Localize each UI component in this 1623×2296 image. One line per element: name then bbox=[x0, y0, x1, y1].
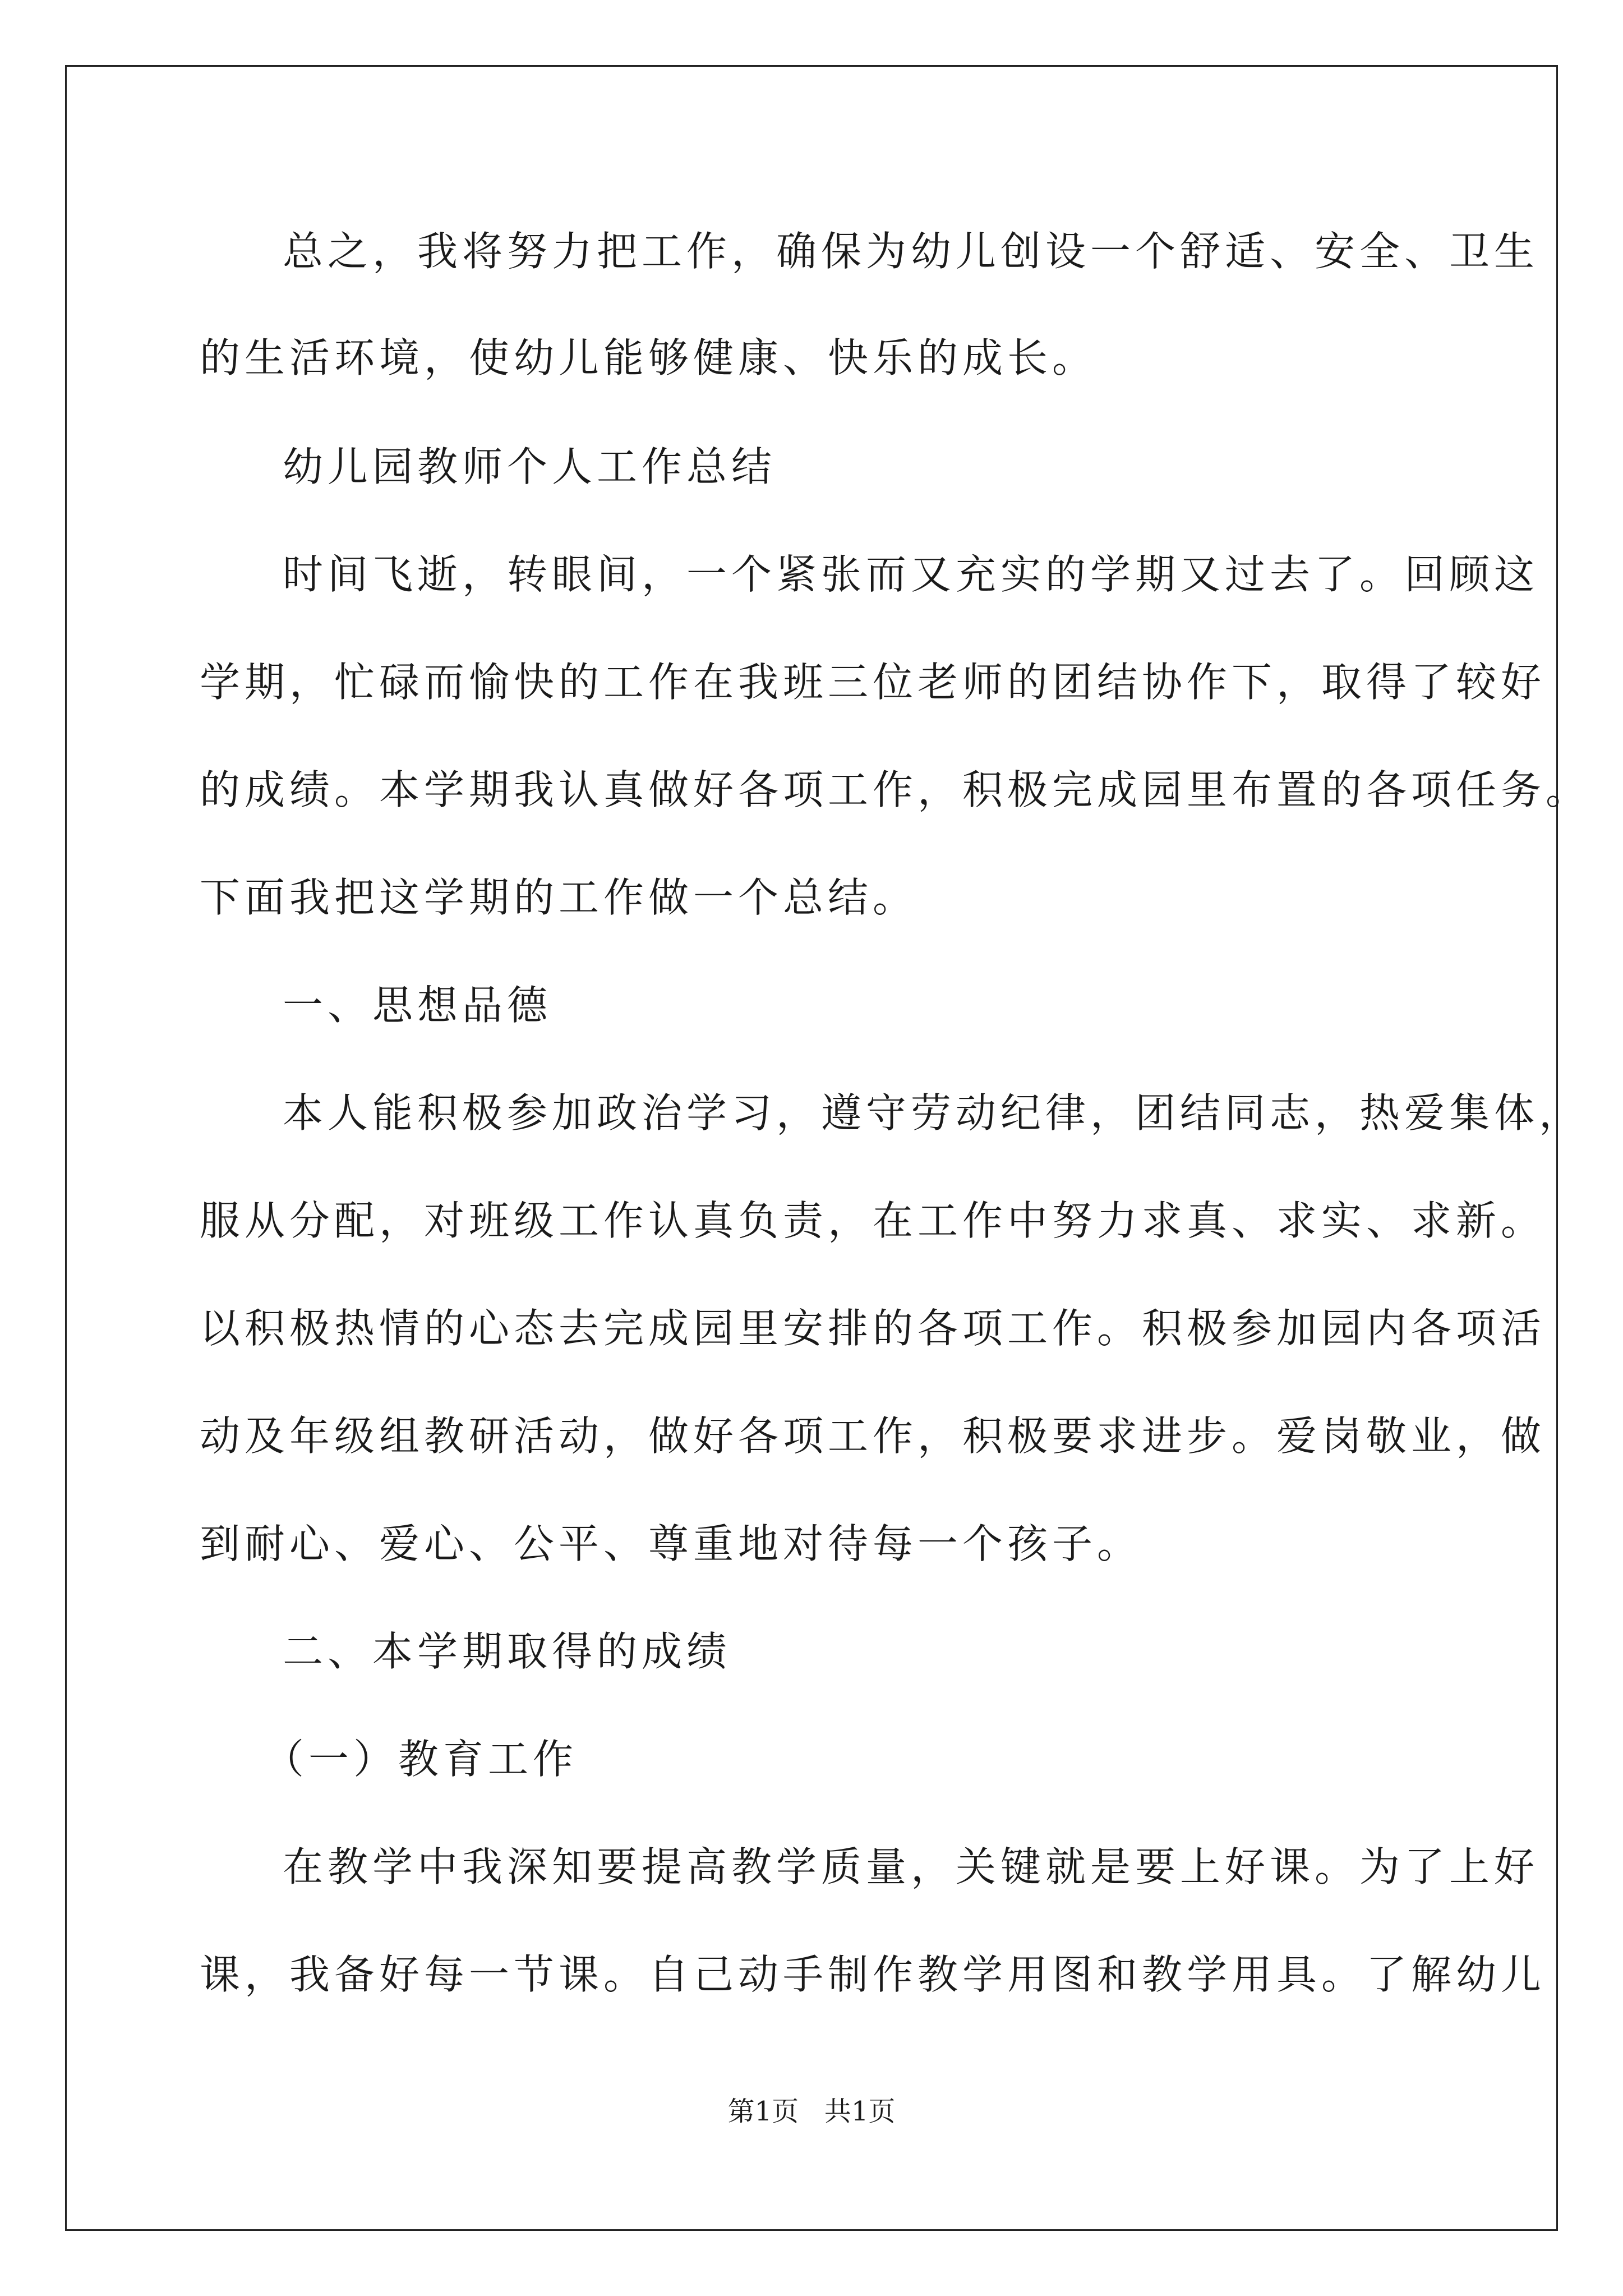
paragraph-line: 本人能积极参加政治学习，遵守劳动纪律，团结同志，热爱集体， bbox=[283, 1089, 1584, 1137]
paragraph-line: 下面我把这学期的工作做一个总结。 bbox=[200, 874, 918, 921]
page-footer: 第1页 共1页 bbox=[727, 2096, 896, 2127]
paragraph-line: 时间飞逝，转眼间，一个紧张而又充实的学期又过去了。回顾这 bbox=[283, 551, 1539, 598]
section-heading: 二、本学期取得的成绩 bbox=[283, 1628, 732, 1675]
paragraph-line: 总之，我将努力把工作，确保为幼儿创设一个舒适、安全、卫生 bbox=[283, 228, 1539, 275]
paragraph-line: 的成绩。本学期我认真做好各项工作，积极完成园里布置的各项任务。 bbox=[200, 766, 1591, 813]
paragraph-line: 以积极热情的心态去完成园里安排的各项工作。积极参加园内各项活 bbox=[200, 1305, 1546, 1352]
paragraph-line: 的生活环境，使幼儿能够健康、快乐的成长。 bbox=[200, 334, 1098, 381]
paragraph-line: 在教学中我深知要提高教学质量，关键就是要上好课。为了上好 bbox=[283, 1843, 1539, 1890]
section-title: 幼儿园教师个人工作总结 bbox=[283, 443, 777, 490]
subsection-heading: （一）教育工作 bbox=[264, 1736, 578, 1783]
page-border bbox=[65, 65, 1558, 2231]
section-heading: 一、思想品德 bbox=[283, 982, 552, 1029]
paragraph-line: 动及年级组教研活动，做好各项工作，积极要求进步。爱岗敬业，做 bbox=[200, 1412, 1546, 1460]
paragraph-line: 课，我备好每一节课。自己动手制作教学用图和教学用具。了解幼儿 bbox=[200, 1951, 1546, 1998]
paragraph-line: 到耐心、爱心、公平、尊重地对待每一个孩子。 bbox=[200, 1520, 1142, 1567]
paragraph-line: 学期，忙碌而愉快的工作在我班三位老师的团结协作下，取得了较好 bbox=[200, 659, 1546, 706]
paragraph-line: 服从分配，对班级工作认真负责，在工作中努力求真、求实、求新。 bbox=[200, 1197, 1546, 1244]
